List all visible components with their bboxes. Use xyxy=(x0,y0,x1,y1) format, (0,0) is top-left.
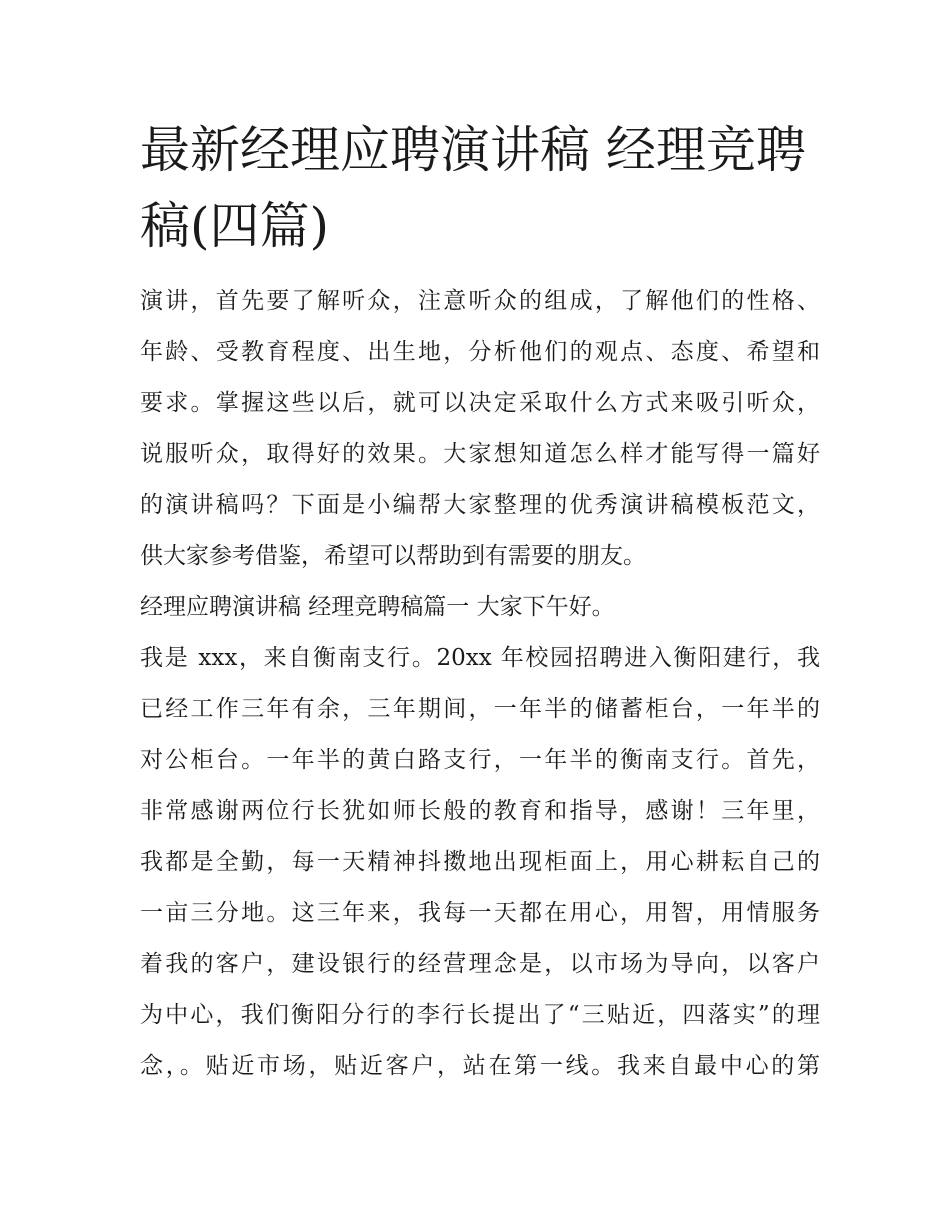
body-line: 为中心，我们衡阳分行的李行长提出了“三贴近，四落实”的理 xyxy=(140,1002,820,1028)
body-line: 着我的客户，建设银行的经营理念是，以市场为导向，以客户 xyxy=(140,951,820,977)
body-line: 要求。掌握这些以后，就可以决定采取什么方式来吸引听众， xyxy=(140,390,820,416)
body-line: 说服听众，取得好的效果。大家想知道怎么样才能写得一篇好 xyxy=(140,441,820,467)
body-line: 已经工作三年有余，三年期间，一年半的储蓄柜台，一年半的 xyxy=(140,696,820,722)
section-heading: 经理应聘演讲稿 经理竞聘稿篇一 大家下午好。 xyxy=(140,594,615,620)
document-body xyxy=(140,276,820,1092)
title-line-2: 稿(四篇) xyxy=(140,197,330,255)
body-line: 非常感谢两位行长犹如师长般的教育和指导，感谢！三年里， xyxy=(140,798,820,824)
title-line-1: 最新经理应聘演讲稿 经理竞聘 xyxy=(140,121,806,179)
body-line: 年龄、受教育程度、出生地，分析他们的观点、态度、希望和 xyxy=(140,339,820,365)
body-line: 我是 xxx，来自衡南支行。20xx 年校园招聘进入衡阳建行，我 xyxy=(140,645,820,671)
body-line: 的演讲稿吗？下面是小编帮大家整理的优秀演讲稿模板范文， xyxy=(140,492,820,518)
body-line: 供大家参考借鉴，希望可以帮助到有需要的朋友。 xyxy=(140,543,646,569)
body-line: 一亩三分地。这三年来，我每一天都在用心，用智，用情服务 xyxy=(140,900,820,926)
document-title xyxy=(140,112,820,264)
body-line: 念，。贴近市场，贴近客户，站在第一线。我来自最中心的第 xyxy=(140,1053,820,1079)
body-line: 演讲，首先要了解听众，注意听众的组成，了解他们的性格、 xyxy=(140,288,820,314)
body-line: 对公柜台。一年半的黄白路支行，一年半的衡南支行。首先， xyxy=(140,747,820,773)
body-line: 我都是全勤，每一天精神抖擞地出现柜面上，用心耕耘自己的 xyxy=(140,849,820,875)
